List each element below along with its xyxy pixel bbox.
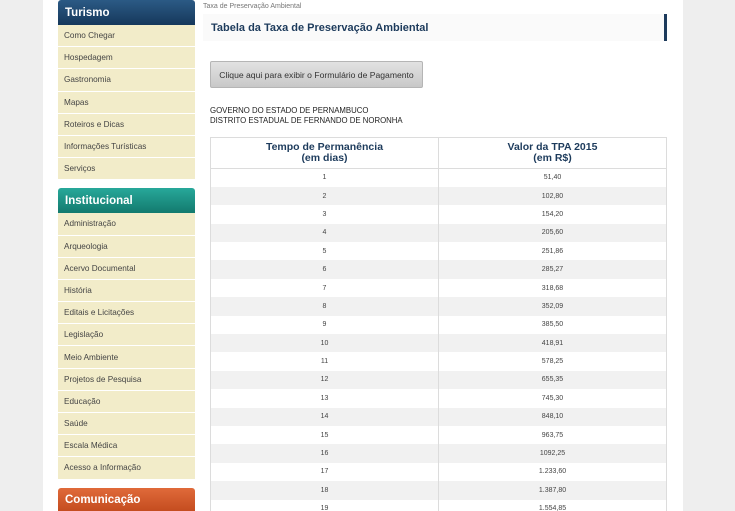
sidebar-list-turismo xyxy=(58,25,195,180)
cell-value: 655,35 xyxy=(439,371,667,389)
table-row xyxy=(211,316,667,334)
table-row xyxy=(211,334,667,352)
sidebar-item[interactable]: Hospedagem xyxy=(58,47,195,69)
sidebar-item[interactable]: Administração xyxy=(58,213,195,235)
cell-days: 13 xyxy=(211,389,439,407)
gov-line-district: DISTRITO ESTADUAL DE FERNANDO DE NORONHA xyxy=(210,116,403,125)
sidebar-item[interactable]: Educação xyxy=(58,391,195,413)
col-header-value xyxy=(439,138,667,169)
cell-days: 11 xyxy=(211,352,439,370)
sidebar-header-turismo: Turismo xyxy=(58,0,195,25)
tpa-table xyxy=(210,137,667,511)
sidebar-item[interactable]: Editais e Licitações xyxy=(58,302,195,324)
cell-value: 154,20 xyxy=(439,205,667,223)
cell-days: 12 xyxy=(211,371,439,389)
sidebar-item[interactable]: Acesso a Informação xyxy=(58,457,195,479)
col-header-days xyxy=(211,138,439,169)
sidebar-item[interactable]: Mapas xyxy=(58,92,195,114)
table-row xyxy=(211,481,667,499)
table-row xyxy=(211,224,667,242)
cell-days: 10 xyxy=(211,334,439,352)
breadcrumb[interactable]: Taxa de Preservação Ambiental xyxy=(203,3,302,10)
sidebar-item[interactable]: Roteiros e Dicas xyxy=(58,114,195,136)
sidebar-header-comunicacao: Comunicação xyxy=(58,488,195,511)
cell-value: 418,91 xyxy=(439,334,667,352)
cell-days: 8 xyxy=(211,297,439,315)
cell-days: 16 xyxy=(211,444,439,462)
cell-days: 2 xyxy=(211,187,439,205)
page-title-box xyxy=(203,14,667,41)
cell-value: 1092,25 xyxy=(439,444,667,462)
cell-days: 9 xyxy=(211,316,439,334)
gov-line-state: GOVERNO DO ESTADO DE PERNAMBUCO xyxy=(210,106,369,115)
sidebar-item[interactable]: Saúde xyxy=(58,413,195,435)
cell-value: 285,27 xyxy=(439,260,667,278)
cell-value: 102,80 xyxy=(439,187,667,205)
cell-value: 205,60 xyxy=(439,224,667,242)
cell-days: 15 xyxy=(211,426,439,444)
main-content xyxy=(203,0,667,511)
cell-days: 18 xyxy=(211,481,439,499)
cell-value: 1.554,85 xyxy=(439,500,667,511)
cell-days: 3 xyxy=(211,205,439,223)
sidebar-item[interactable]: Como Chegar xyxy=(58,25,195,47)
sidebar-item[interactable]: Informações Turísticas xyxy=(58,136,195,158)
cell-days: 6 xyxy=(211,260,439,278)
col-header-days-title: Tempo de Permanência xyxy=(265,141,384,153)
sidebar-item[interactable]: Escala Médica xyxy=(58,435,195,457)
cell-days: 19 xyxy=(211,500,439,511)
sidebar-item[interactable]: Serviços xyxy=(58,158,195,180)
cell-days: 14 xyxy=(211,408,439,426)
cell-days: 7 xyxy=(211,279,439,297)
table-row xyxy=(211,205,667,223)
table-row xyxy=(211,371,667,389)
table-row xyxy=(211,444,667,462)
table-row xyxy=(211,426,667,444)
sidebar-item[interactable]: História xyxy=(58,280,195,302)
table-row xyxy=(211,297,667,315)
table-row xyxy=(211,260,667,278)
sidebar-item[interactable]: Gastronomia xyxy=(58,69,195,91)
table-row xyxy=(211,500,667,511)
cell-value: 318,68 xyxy=(439,279,667,297)
sidebar xyxy=(58,0,195,511)
table-row xyxy=(211,389,667,407)
table-row xyxy=(211,169,667,187)
table-row xyxy=(211,408,667,426)
col-header-value-unit: (em R$) xyxy=(533,152,572,164)
cell-days: 5 xyxy=(211,242,439,260)
sidebar-item[interactable]: Meio Ambiente xyxy=(58,346,195,368)
cell-value: 848,10 xyxy=(439,408,667,426)
cell-value: 745,30 xyxy=(439,389,667,407)
cell-value: 385,50 xyxy=(439,316,667,334)
sidebar-item[interactable]: Projetos de Pesquisa xyxy=(58,369,195,391)
cell-value: 1.387,80 xyxy=(439,481,667,499)
cell-days: 4 xyxy=(211,224,439,242)
cell-value: 352,09 xyxy=(439,297,667,315)
page-title: Tabela da Taxa de Preservação Ambiental xyxy=(211,21,429,34)
sidebar-item[interactable]: Acervo Documental xyxy=(58,258,195,280)
cell-days: 17 xyxy=(211,463,439,481)
col-header-days-unit: (em dias) xyxy=(301,152,348,164)
table-row xyxy=(211,242,667,260)
table-row xyxy=(211,187,667,205)
table-row xyxy=(211,463,667,481)
show-payment-form-button[interactable]: Clique aqui para exibir o Formulário de Pagamento xyxy=(210,61,423,88)
sidebar-item[interactable]: Legislação xyxy=(58,324,195,346)
table-header-row xyxy=(211,138,667,169)
sidebar-list-institucional xyxy=(58,213,195,479)
cell-days: 1 xyxy=(211,169,439,187)
cell-value: 51,40 xyxy=(439,169,667,187)
cell-value: 1.233,60 xyxy=(439,463,667,481)
sidebar-item[interactable]: Arqueologia xyxy=(58,236,195,258)
cell-value: 251,86 xyxy=(439,242,667,260)
cell-value: 963,75 xyxy=(439,426,667,444)
table-row xyxy=(211,352,667,370)
government-header xyxy=(210,106,403,126)
sidebar-header-institucional: Institucional xyxy=(58,188,195,213)
col-header-value-title: Valor da TPA 2015 xyxy=(507,141,598,153)
cell-value: 578,25 xyxy=(439,352,667,370)
table-row xyxy=(211,279,667,297)
